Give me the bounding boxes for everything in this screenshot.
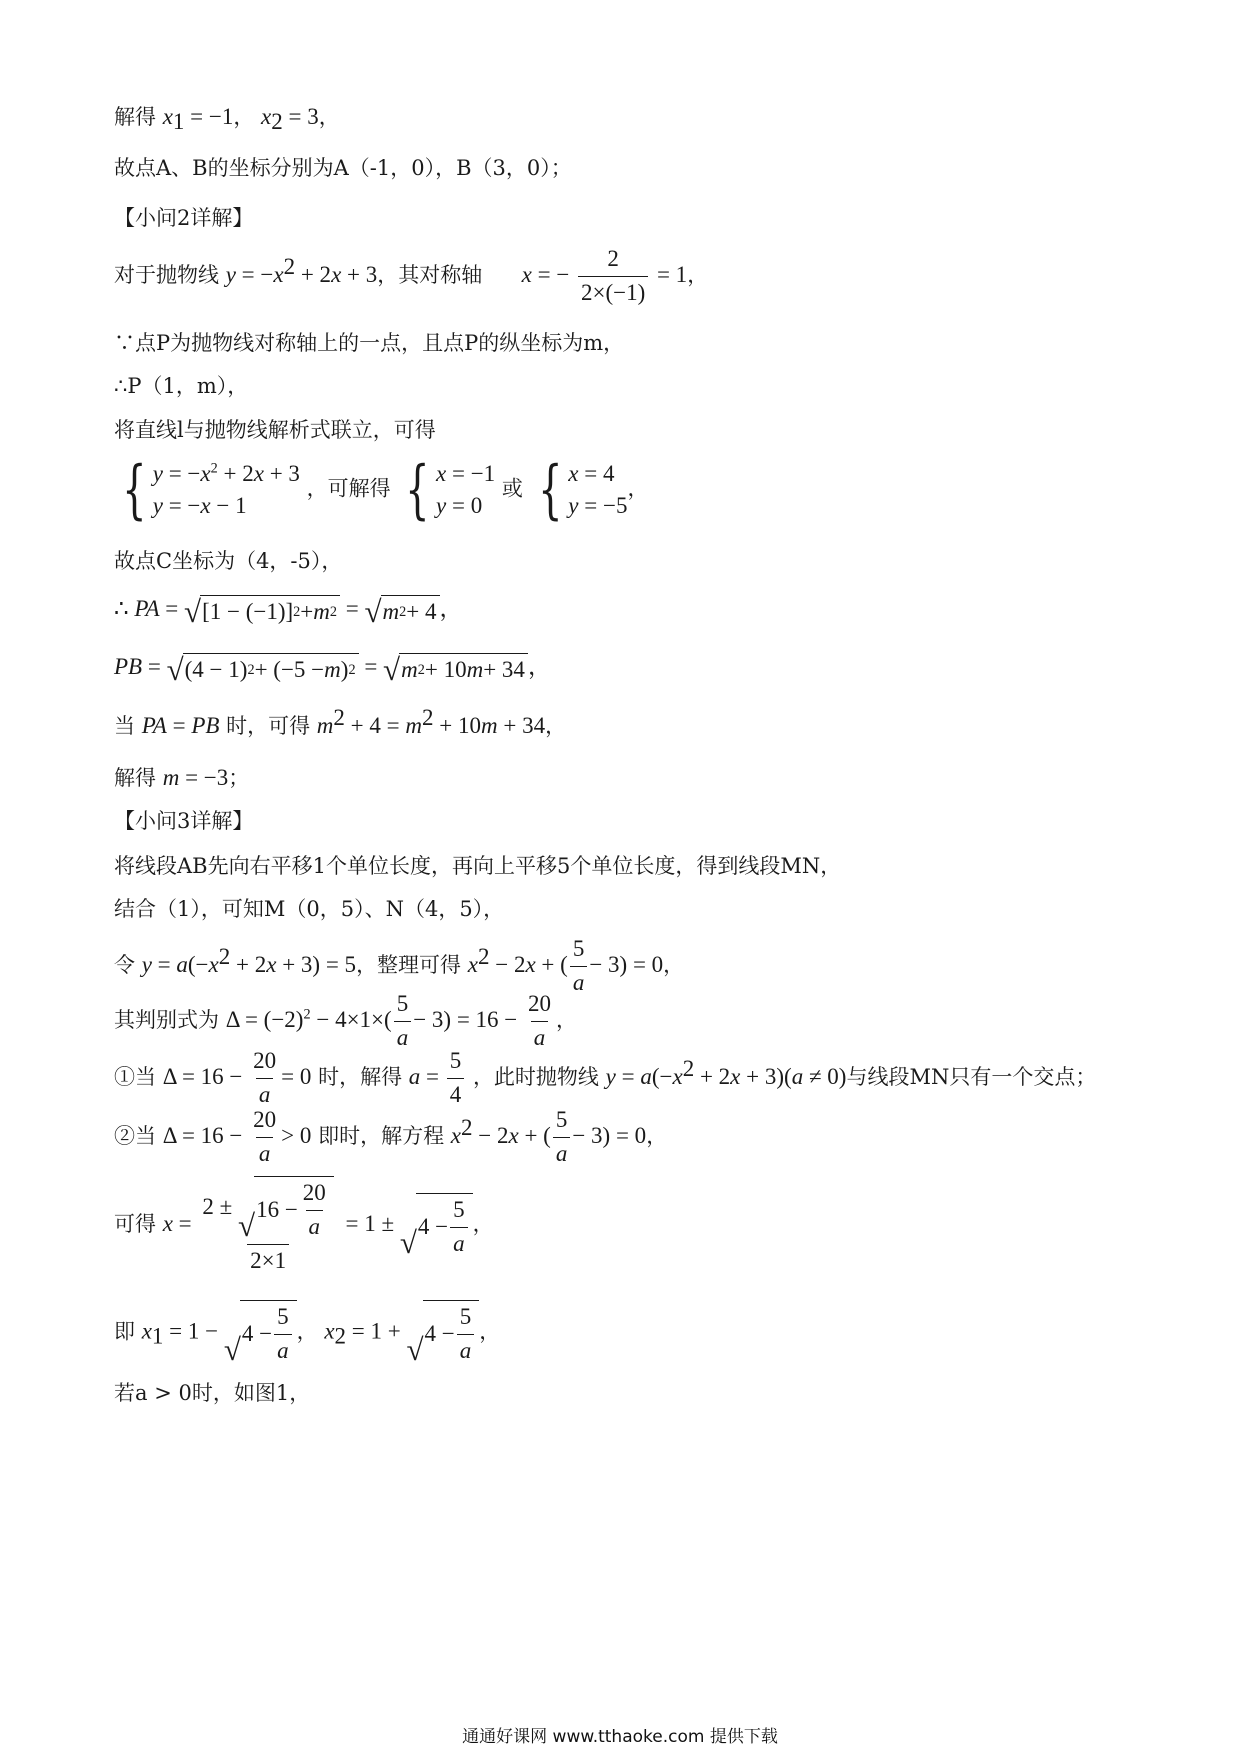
text-line-m-result: 解得 m = −3； <box>114 765 250 790</box>
solution-system-2: { x = 4 y = −5 <box>537 453 628 528</box>
text-line-roots: 解得 $x_1 = -1$， $x_2 = 3$， <box>114 104 340 135</box>
section-heading-q3: 【小问3详解】 <box>114 809 254 833</box>
text-line-set-y: 令 $y = a(-x^2 + 2x + 3) = 5$，整理可得 $x^2 - 2x$ + ( $\frac{5}{a}$ − 3) = 0， <box>114 935 684 998</box>
text-line-combine: 将直线l与抛物线解析式联立，可得 <box>114 418 436 442</box>
equation-pa: ∴ PA = √ [1 − (−1)] 2 + m 2 = √ m 2 + 4 ， <box>114 593 463 629</box>
text-line-x1-x2: 即 $x_1 = 1$ − √ 4 − $\frac{5}{a}$ ， $x_2 = 1$ + √ 4 − $\frac{5}{a}$ ， <box>114 1300 500 1366</box>
text-line-point-c: 故点C坐标为（4，-5）， <box>114 549 343 573</box>
text-line-case-2: ②当 Δ = 16 − $\frac{20}{a}$ > 0 即时，解方程 $x^2 - 2x$ + ( $\frac{5}{a}$ − 3) = 0， <box>114 1106 667 1169</box>
equation-pb: PB = √ (4 − 1) 2 + (−5 − m ) 2 = √ m 2 + 10 m + 34 ， <box>114 651 551 687</box>
text-line-translate: 将线段AB先向右平移1个单位长度，再向上平移5个单位长度，得到线段MN， <box>114 854 842 878</box>
text-line-discriminant: 其判别式为 $\Delta = (-2)^2 - 4\times 1\times$( $\frac{5}{a}$ − 3) = 16 − $\frac{20}{a}$ ， <box>114 990 577 1053</box>
text-line-quadratic-formula: 可得 x = 2 ± √ 16 − $\frac{20}{a}$ 2×1 = 1 ± √ 4 − $\frac{5}{a}$ ， <box>114 1176 494 1275</box>
text-line-case-1: ①当 Δ = 16 − $\frac{20}{a}$ = 0 时，解得 a = $\frac{5}{4}$ ，此时抛物线 $y = a(-x^2 + 2x + 3)(a \ne 0)$与线段MN只有一个交点； <box>114 1047 1096 1110</box>
text-line-case-a-positive: 若a > 0时，如图1， <box>114 1381 311 1405</box>
text-line-axis: 对于抛物线 $y = -x^2 + 2x + 3$，其对称轴 x = − $\frac{2}{2\times(-1)}$ = 1， <box>114 245 708 308</box>
text-line-p-coords: ∴P（1，m）， <box>114 374 249 398</box>
footer-watermark: 通通好课网 www.tthaoke.com 提供下载 <box>462 1727 778 1747</box>
solution-system-1: { x = −1 y = 0 <box>405 453 496 528</box>
text-line-pa-eq-pb: 当 PA = PB 时，可得 $m^2 + 4 = m^2 + 10m + 34$， <box>114 705 567 738</box>
text-line-point-p: ∵点P为抛物线对称轴上的一点，且点P的纵坐标为m， <box>114 331 625 355</box>
equation-system-line: { $y = -x^2 + 2x + 3$ y = −x − 1 ，可解得 { x = −1 y = 0 或 { x = 4 y = −5 ， <box>114 458 648 522</box>
section-heading-q2: 【小问2详解】 <box>114 206 254 230</box>
equation-system: { $y = -x^2 + 2x + 3$ y = −x − 1 <box>122 453 300 528</box>
text-line-mn-coords: 结合（1），可知M（0，5）、N（4，5）， <box>114 897 505 921</box>
text-line-ab-coords: 故点A、B的坐标分别为A（-1，0），B（3，0）； <box>114 156 572 180</box>
